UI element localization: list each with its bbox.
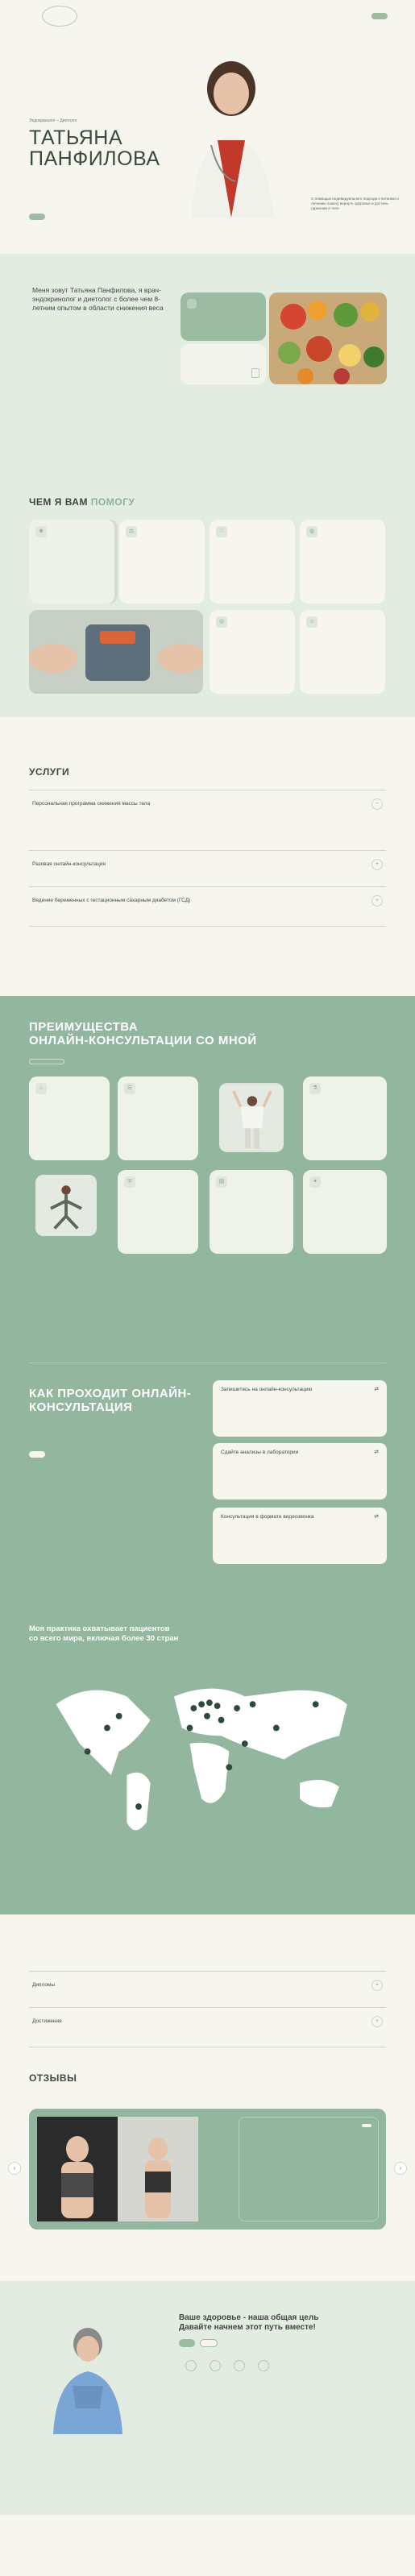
hero-description: С помощью индивидуального подхода к питанию и лечению помогу вернуть здоровье и достичь гармонии в теле <box>311 197 399 211</box>
process-title <box>29 1387 191 1414</box>
before-after-photo <box>37 2117 198 2221</box>
adv-card-5 <box>210 1170 293 1254</box>
about-text-block <box>29 286 182 463</box>
plus-icon[interactable]: + <box>371 2016 383 2027</box>
service-title-2: Разовая онлайн-консультация <box>32 861 106 867</box>
header-signup-button[interactable] <box>371 13 388 19</box>
plate-icon: ◎ <box>216 616 227 628</box>
help-title-accent: ПОМОГУ <box>90 496 135 508</box>
process-step-2-title: Сдайте анализы в лаборатории <box>221 1450 299 1456</box>
review-card <box>29 2109 386 2230</box>
achievements-section <box>0 1914 415 2072</box>
reviews-section <box>0 2072 415 2281</box>
hero-subtitle: Эндокринолог – Диетолог <box>29 118 77 123</box>
reviews-title: ОТЗЫВЫ <box>29 2072 77 2084</box>
review-text-card <box>239 2117 379 2221</box>
stretching-woman-photo <box>219 1083 284 1152</box>
scale-icon: ⚖ <box>126 526 137 537</box>
support-icon: ☺ <box>306 616 317 628</box>
services-section <box>0 717 415 951</box>
service-accordion-1-header[interactable] <box>29 790 386 818</box>
service-title-1: Персональная программа снижения массы тела <box>32 800 151 807</box>
adv-card-4 <box>118 1170 198 1254</box>
plan-icon: ☰ <box>124 1083 135 1094</box>
world-map <box>40 1673 371 1846</box>
process-title-line2: КОНСУЛЬТАЦИЯ <box>29 1400 133 1415</box>
about-section <box>0 254 415 487</box>
doctor-footer-photo <box>29 2313 147 2434</box>
advantages-title-line1: ПРЕИМУЩЕСТВА <box>29 1020 139 1035</box>
review-tag <box>362 2124 371 2127</box>
heart-icon: ♡ <box>216 526 227 537</box>
science-icon: ⚗ <box>309 1083 321 1094</box>
service-accordion-2-header[interactable] <box>29 851 386 878</box>
logo[interactable] <box>42 6 77 27</box>
service-accordion-3 <box>29 886 386 915</box>
adv-card-6 <box>303 1170 387 1254</box>
hero-title-line1: ТАТЬЯНА <box>29 127 122 149</box>
motivation-icon: ✦ <box>309 1176 321 1188</box>
about-highlight-card <box>181 292 266 341</box>
hero-cta-button[interactable] <box>29 214 45 220</box>
doctor-portrait-photo <box>179 40 284 218</box>
service-accordion-1-body <box>29 823 386 834</box>
service-accordion-1 <box>29 790 386 834</box>
help-card-3 <box>210 520 295 604</box>
services-title: УСЛУГИ <box>29 766 70 778</box>
process-step-1-title: Запишитесь на онлайн-консультацию <box>221 1387 313 1393</box>
chart-icon: ▤ <box>216 1176 227 1188</box>
document-icon <box>251 368 259 378</box>
telegram-icon[interactable] <box>210 2360 221 2371</box>
instagram-icon[interactable] <box>185 2360 197 2371</box>
about-lead: Меня зовут Татьяна Панфилова, я врач-эндокринолог и диетолог с более чем 8-летним опытом в области снижения веса <box>32 286 164 312</box>
facebook-icon[interactable] <box>258 2360 269 2371</box>
leaf-icon <box>187 299 197 309</box>
process-title-line1: КАК ПРОХОДИТ ОНЛАЙН- <box>29 1387 192 1401</box>
service-title-3: Ведение беременных с гестационным сахарным диабетом (ГСД) <box>32 897 191 903</box>
cta-primary-button[interactable] <box>179 2339 195 2347</box>
vk-icon[interactable] <box>234 2360 245 2371</box>
hero-title-line2: ПАНФИЛОВА <box>29 147 160 170</box>
achievements-accordion-header[interactable] <box>29 2008 386 2035</box>
social-links <box>185 2360 269 2371</box>
process-step-3-title: Консультация в формате видеозвонка <box>221 1514 314 1520</box>
vegetables-photo <box>269 292 387 384</box>
minus-icon[interactable]: − <box>371 799 383 810</box>
leaf-icon: ❀ <box>35 526 47 537</box>
advantages-badge <box>29 1059 64 1064</box>
arrow-icon: ⇄ <box>374 1514 379 1520</box>
advantages-section <box>0 996 415 1363</box>
process-step-3 <box>213 1508 387 1564</box>
diplomas-accordion-header[interactable] <box>29 1972 386 1999</box>
cta-title-line2: Давайте начнем этот путь вместе! <box>179 2323 316 2333</box>
adv-card-2 <box>118 1076 198 1160</box>
services-bottom-divider <box>29 926 386 927</box>
advantages-title <box>29 1020 257 1047</box>
yoga-woman-photo <box>35 1175 97 1236</box>
arrow-icon: ⇄ <box>374 1450 379 1456</box>
adv-card-1 <box>29 1076 110 1160</box>
help-section <box>0 487 415 717</box>
help-card-2 <box>119 520 205 604</box>
cta-title <box>179 2313 318 2333</box>
apple-icon: ◍ <box>306 526 317 537</box>
map-section <box>0 1608 415 1914</box>
advantages-title-line2: ОНЛАЙН-КОНСУЛЬТАЦИИ СО МНОЙ <box>29 1034 257 1048</box>
help-card-6 <box>300 610 385 694</box>
arrow-icon: ⇄ <box>374 1387 379 1393</box>
help-title-prefix: ЧЕМ Я ВАМ <box>29 496 91 508</box>
next-review-button[interactable]: › <box>394 2162 407 2175</box>
plus-icon[interactable]: + <box>371 1980 383 1991</box>
achievements-title: Достижения <box>32 2018 62 2024</box>
plus-icon[interactable]: + <box>371 895 383 906</box>
cta-buttons <box>179 2339 218 2347</box>
hero-section <box>0 32 415 218</box>
cta-secondary-button[interactable] <box>200 2339 218 2347</box>
diplomas-title: Дипломы <box>32 1981 56 1988</box>
help-card-5 <box>210 610 295 694</box>
site-header <box>0 0 415 32</box>
prev-review-button[interactable]: ‹ <box>8 2162 21 2175</box>
help-title <box>29 496 135 508</box>
service-accordion-2 <box>29 850 386 878</box>
map-title-line1: Моя практика охватывает пациентов <box>29 1624 170 1634</box>
home-icon: ⌂ <box>35 1083 47 1094</box>
cta-title-line1: Ваше здоровье - наша общая цель <box>179 2313 319 2323</box>
service-accordion-3-header[interactable] <box>29 887 386 915</box>
achievements-accordion <box>29 2007 386 2035</box>
plus-icon[interactable]: + <box>371 859 383 870</box>
help-card-4 <box>300 520 385 604</box>
about-secondary-card <box>181 344 266 384</box>
map-title-line2: со всего мира, включая более 30 стран <box>29 1634 179 1644</box>
adv-card-3 <box>303 1076 387 1160</box>
hero-title <box>29 127 160 169</box>
process-step-1 <box>213 1380 387 1437</box>
diplomas-accordion <box>29 1971 386 1999</box>
help-card-1 <box>29 520 114 604</box>
scale-feet-photo <box>29 610 203 694</box>
shield-icon: ⛨ <box>124 1176 135 1188</box>
cta-section <box>0 2281 415 2515</box>
process-section <box>0 1363 415 1608</box>
process-signup-button[interactable] <box>29 1451 45 1458</box>
map-title <box>29 1624 178 1644</box>
process-step-2 <box>213 1443 387 1500</box>
